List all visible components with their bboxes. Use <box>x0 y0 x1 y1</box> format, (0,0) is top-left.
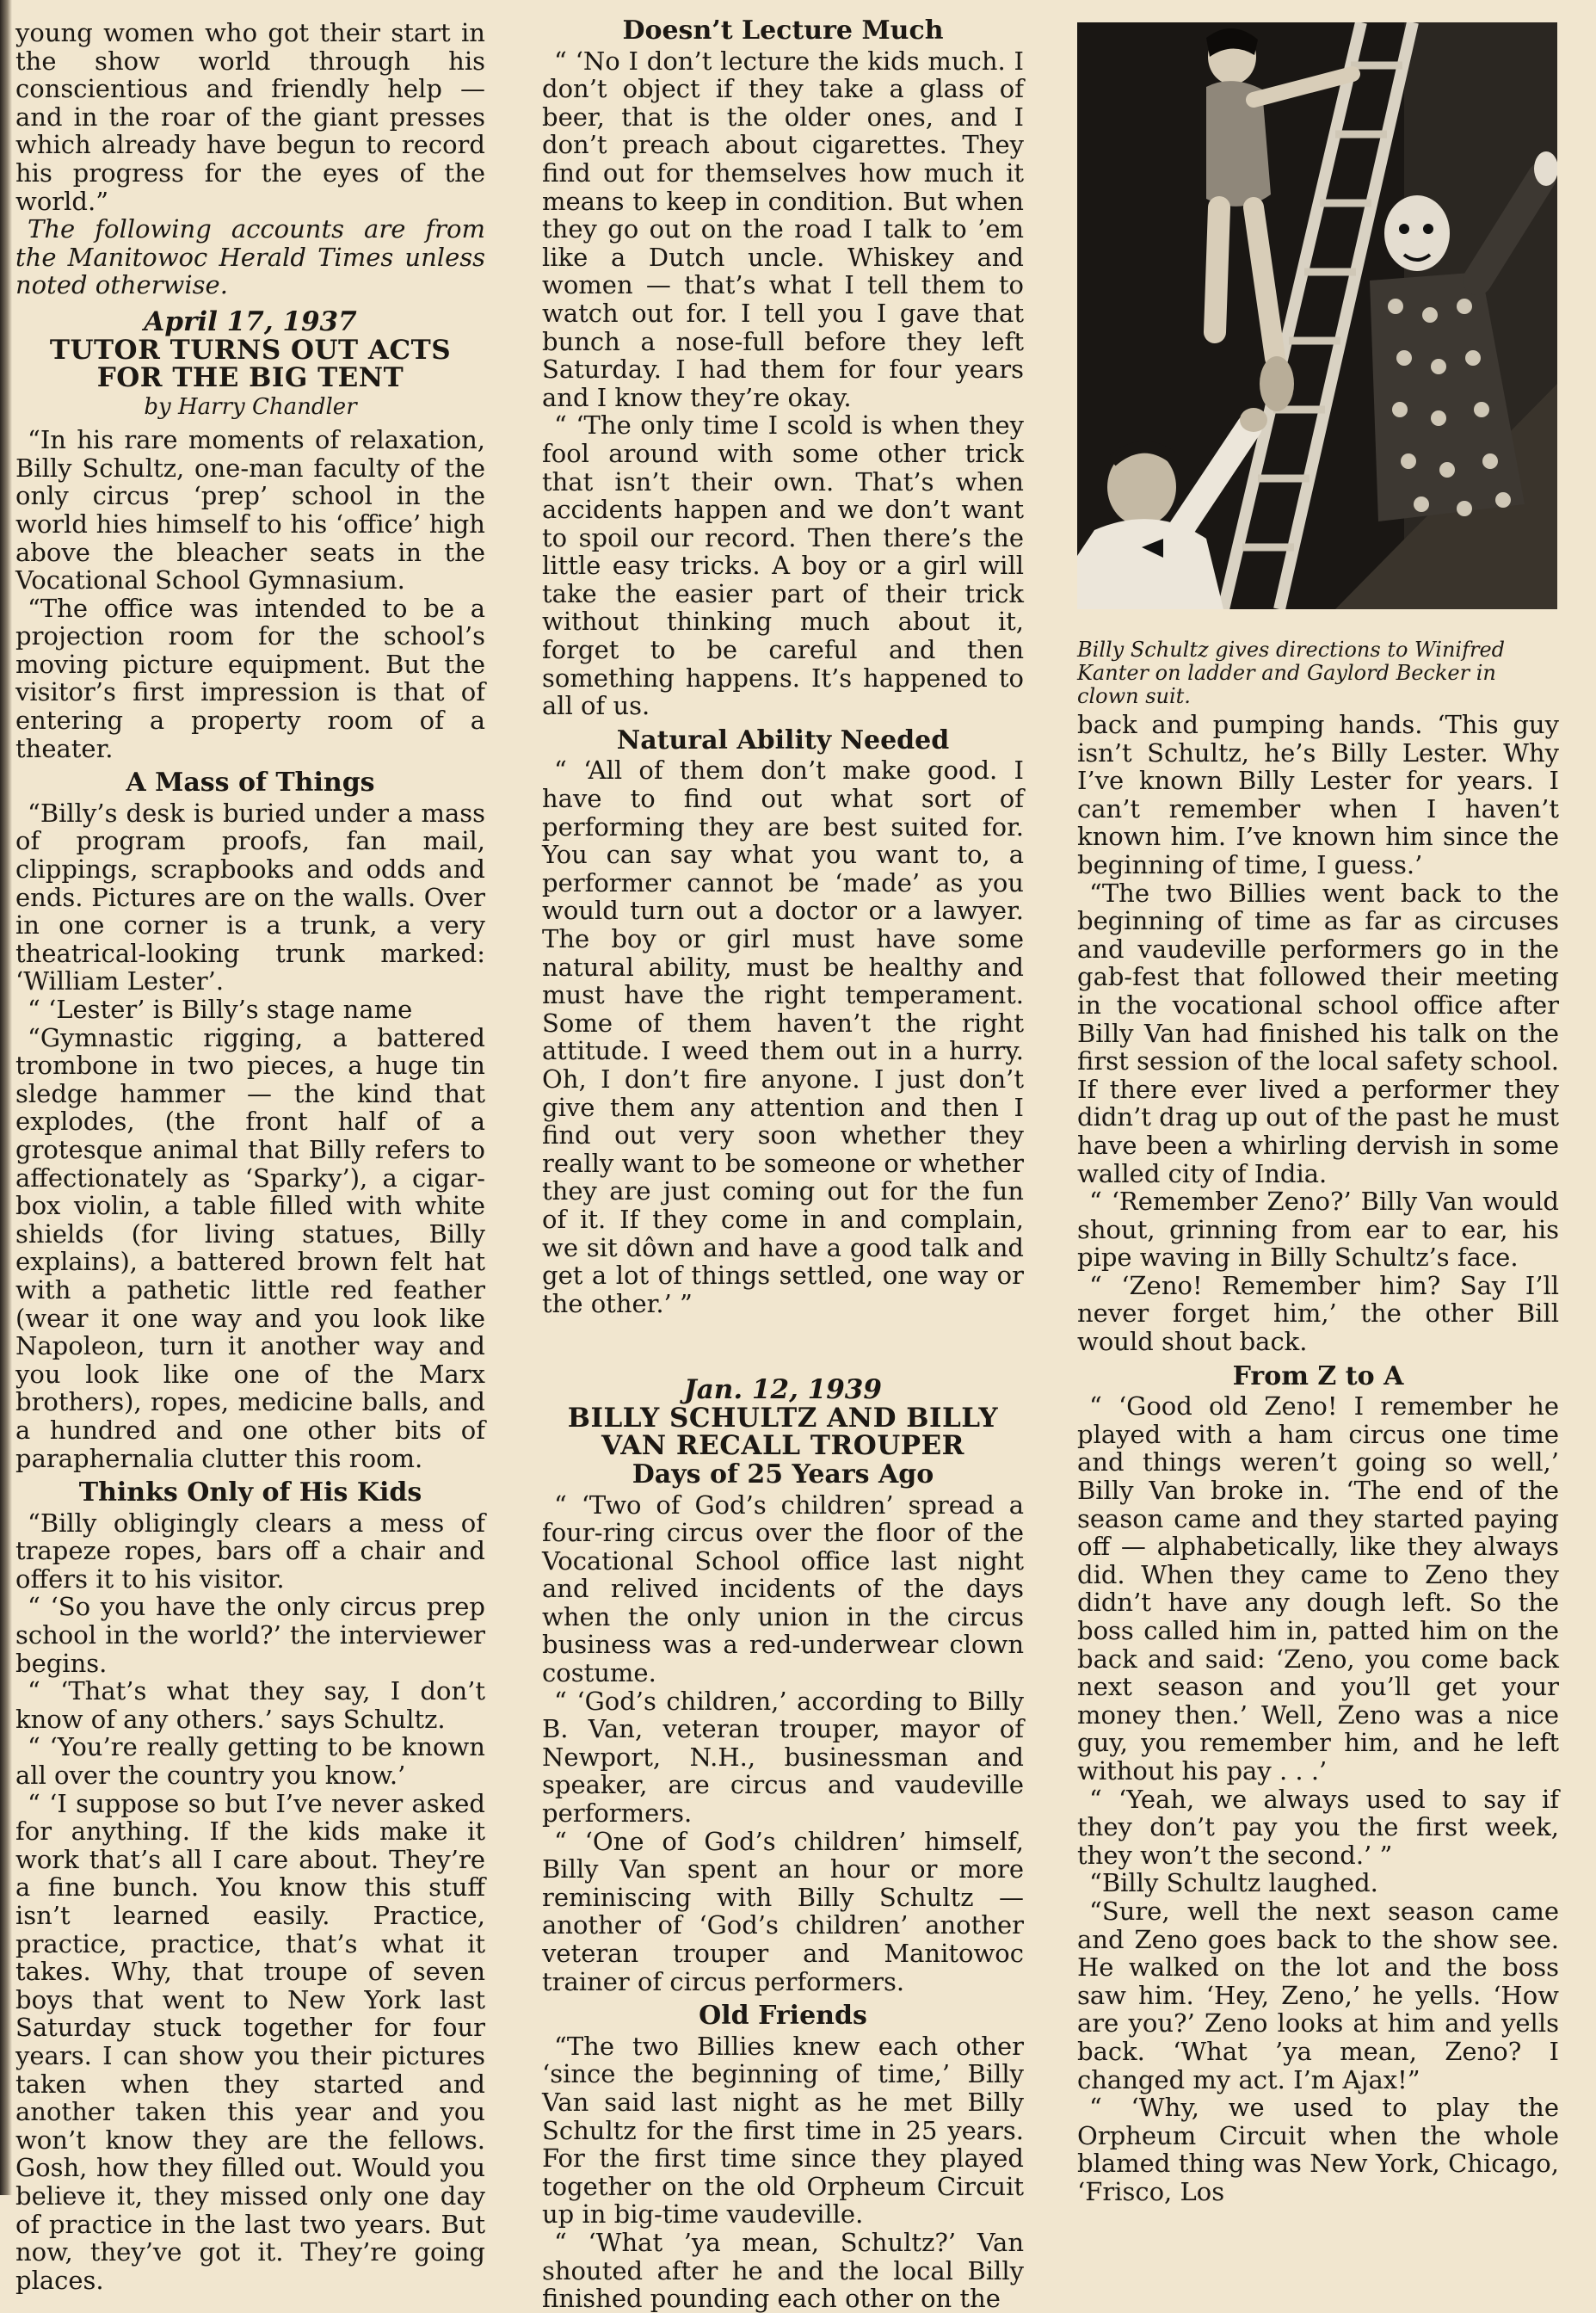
subheading: Doesn’t Lecture Much <box>622 15 944 46</box>
column-1 <box>15 19 485 2294</box>
article-headline: BILLY SCHULTZ AND BILLY VAN RECALL TROUPER <box>567 1402 999 1461</box>
paragraph: “ ‘Why, we used to play the Orpheum Circuit when the whole blamed thing was New York, Chicago, ‘Frisco, Los <box>1077 2093 1559 2206</box>
paragraph: “ ‘One of God’s children’ himself, Billy Van spent an hour or more reminiscing with Billy Schultz — another of ‘God’s children’ another veteran trouper and Manitowoc trainer of circus performers. <box>542 1826 1024 1996</box>
paragraph: back and pumping hands. ‘This guy isn’t Schultz, he’s Billy Lester. Why I’ve known Billy Lester for years. I can’t remember when I haven’t known him. I’ve known him since the beginning of time, I guess.’ <box>1077 710 1559 879</box>
paragraph: “The two Billies knew each other ‘since the beginning of time,’ Billy Van said last night as he met Billy Schultz for the first time in 25 years. For the first time since they played together on the old Orpheum Circuit up in big-time vaudeville. <box>542 2031 1024 2230</box>
subheading: Thinks Only of His Kids <box>78 1477 422 1508</box>
paragraph: “ ‘Lester’ is Billy’s stage name <box>28 995 413 1024</box>
paragraph: “ ‘The only time I scold is when they fool around with some other trick that isn’t their own. That’s when accidents happen and we don’t want to spoil our record. Then there’s the little easy tricks. A boy or a girl will take the easier part of their trick without thinking much about it, forget to be careful and then something happens. It’s happened to all of us. <box>542 410 1024 721</box>
paragraph: “ ‘So you have the only circus prep school in the world?’ the interviewer begins. <box>15 1592 485 1678</box>
paragraph: “The two Billies went back to the beginning of time as far as circuses and vaudeville performers go in the gab-fest that followed their meeting in the vocational school office after Billy Van had finished his talk on the first session of the local safety school. If there ever lived a performer they didn’t drag up out of the past he must have been a whirling dervish in some walled city of India. <box>1077 878 1559 1188</box>
paragraph: “ ‘You’re really getting to be known all over the country you know.’ <box>15 1732 485 1791</box>
paragraph: “In his rare moments of relaxation, Billy Schultz, one-man faculty of the only circus ‘prep’ school in the world hies himself to his ‘office’ high above the bleacher seats in the Vocational School Gymnasium. <box>15 425 485 595</box>
photograph <box>1077 22 1557 609</box>
source-note: The following accounts are from the Manitowoc Herald Times unless noted otherwise. <box>15 214 485 300</box>
paragraph: “Gymnastic rigging, a battered trombone in two pieces, a huge tin sledge hammer — the kind that explodes, (the front half of a grotesque animal that Billy refers to affectionately as ‘Sparky’), a cigar-box violin, a table filled with white shields (for living statues, Billy explains), a battered brown felt hat with a pathetic little red feather (wear it one way and you look like Napoleon, turn it another way and you look like one of the Marx brothers), ropes, medicine balls, and a hundred and one other bits of paraphernalia clutter this room. <box>15 1022 485 1473</box>
subheading: Natural Ability Needed <box>616 725 950 756</box>
spacer <box>542 1317 1024 1367</box>
paragraph: “ ‘All of them don’t make good. I have to find out what sort of performing they are best suited for. You can say what you want to, a performer cannot be ‘made’ as you would turn out a doctor or a lawyer. The boy or girl must have some natural ability, must be healthy and must have the right temperament. Some of them haven’t the right attitude. I weed them out in a hurry. Oh, I don’t fire anyone. I just don’t give them any attention and then I find out very soon whether they really want to be someone or whether they are just coming out for the fun of it. If they come in and complain, we sit dôwn and have a good talk and get a lot of things settled, one way or the other.’ ” <box>542 756 1024 1318</box>
paragraph: “ ‘That’s what they say, I don’t know of any others.’ says Schultz. <box>15 1676 485 1734</box>
subheading: Old Friends <box>699 2001 867 2032</box>
paragraph: “Sure, well the next season came and Zeno goes back to the show see. He walked on the lot and the boss saw him. ‘Hey, Zeno,’ he yells. ‘How are you?’ Zeno looks at him and yells back. ‘What ’ya mean, Zeno? I changed my act. I’m Ajax!” <box>1077 1896 1559 2094</box>
paragraph: “ ‘Two of God’s children’ spread a four-ring circus over the floor of the Vocational School office last night and relived incidents of the days when the only union in the circus business was a red-underwear clown costume. <box>542 1490 1024 1688</box>
paragraph: “Billy obligingly clears a mess of trapeze ropes, bars off a chair and offers it to his visitor. <box>15 1508 485 1594</box>
paragraph: “ ‘Remember Zeno?’ Billy Van would shout, grinning from ear to ear, his pipe waving in Billy Schultz’s face. <box>1077 1187 1559 1273</box>
page-binding-edge <box>0 0 12 2195</box>
article-headline: TUTOR TURNS OUT ACTS FOR THE BIG TENT <box>49 334 452 393</box>
paragraph: “Billy Schultz laughed. <box>1089 1868 1378 1898</box>
photo-caption: Billy Schultz gives directions to Winifred Kanter on ladder and Gaylord Becker in clown suit. <box>1077 638 1506 708</box>
paragraph: “ ‘I suppose so but I’ve never asked for anything. If the kids make it work that’s all I care about. They’re a fine bunch. You know this stuff isn’t learned easily. Practice, practice, practice, that’s what it takes. Why, that troupe of seven boys that went to New York last Saturday stuck together for four years. I can show you their pictures taken when they started and another taken this year and you won’t know they are the fellows. Gosh, how they filled out. Would you believe it, they missed only one day of practice in the last two years. But now, they’ve got it. They’re going places. <box>15 1788 485 2295</box>
paragraph: “ ‘Good old Zeno! I remember he played with a ham circus one time and things weren’t going so well,’ Billy Van broke in. ‘The end of the season came and they started paying off — alphabetically, like they always did. When they came to Zeno they didn’t have any dough left. So the boss called him in, patted him on the back and said: ‘Zeno, you come back next season and you’ll get your money then.’ Well, Zeno was a nice guy, you remember him, and he left without his pay . . .’ <box>1077 1391 1559 1786</box>
paragraph: “Billy’s desk is buried under a mass of program proofs, fan mail, clippings, scrapbooks and odds and ends. Pictures are on the walls. Over in one corner is a trunk, a very theatrical-looking trunk marked: ‘William Lester’. <box>15 798 485 996</box>
column-2 <box>542 15 1024 2313</box>
headline-deck: Days of 25 Years Ago <box>632 1459 934 1490</box>
subheading: A Mass of Things <box>126 768 375 799</box>
paragraph: young women who got their start in the show world through his conscientious and friendly help — and in the roar of the giant presses which already have begun to record his progress for the eyes of the world.” <box>15 18 485 216</box>
paragraph: “ ‘No I don’t lecture the kids much. I don’t object if they take a glass of beer, that is the older ones, and I don’t preach about cigarettes. They find out for themselves how much it means to keep in condition. But when they go out on the road I talk to ’em like a Dutch uncle. Whiskey and women — that’s what I tell them to watch out for. I tell you I gave that bunch a nose-full before they left Saturday. I had them for four years and I know they’re okay. <box>542 46 1024 412</box>
paragraph: “The office was intended to be a projection room for the school’s moving picture equipment. But the visitor’s first impression is that of entering a property room of a theater. <box>15 593 485 763</box>
column-3 <box>1077 711 1559 2205</box>
paragraph: “ ‘Yeah, we always used to say if they don’t pay you the first week, they won’t the second.’ ” <box>1077 1784 1559 1870</box>
dateline: April 17, 1937 <box>144 305 357 337</box>
paragraph: “ ‘Zeno! Remember him? Say I’ll never forget him,’ the other Bill would shout back. <box>1077 1270 1559 1357</box>
paragraph: “ ‘What ’ya mean, Schultz?’ Van shouted after he and the local Billy finished pounding each other on the <box>542 2227 1024 2313</box>
dateline: Jan. 12, 1939 <box>684 1374 882 1406</box>
byline: by Harry Chandler <box>144 393 357 420</box>
subheading: From Z to A <box>1232 1360 1404 1391</box>
paragraph: “ ‘God’s children,’ according to Billy B. Van, veteran trouper, mayor of Newport, N.H., businessman and speaker, are circus and vaudeville performers. <box>542 1686 1024 1829</box>
photo-illustration <box>1077 22 1557 609</box>
